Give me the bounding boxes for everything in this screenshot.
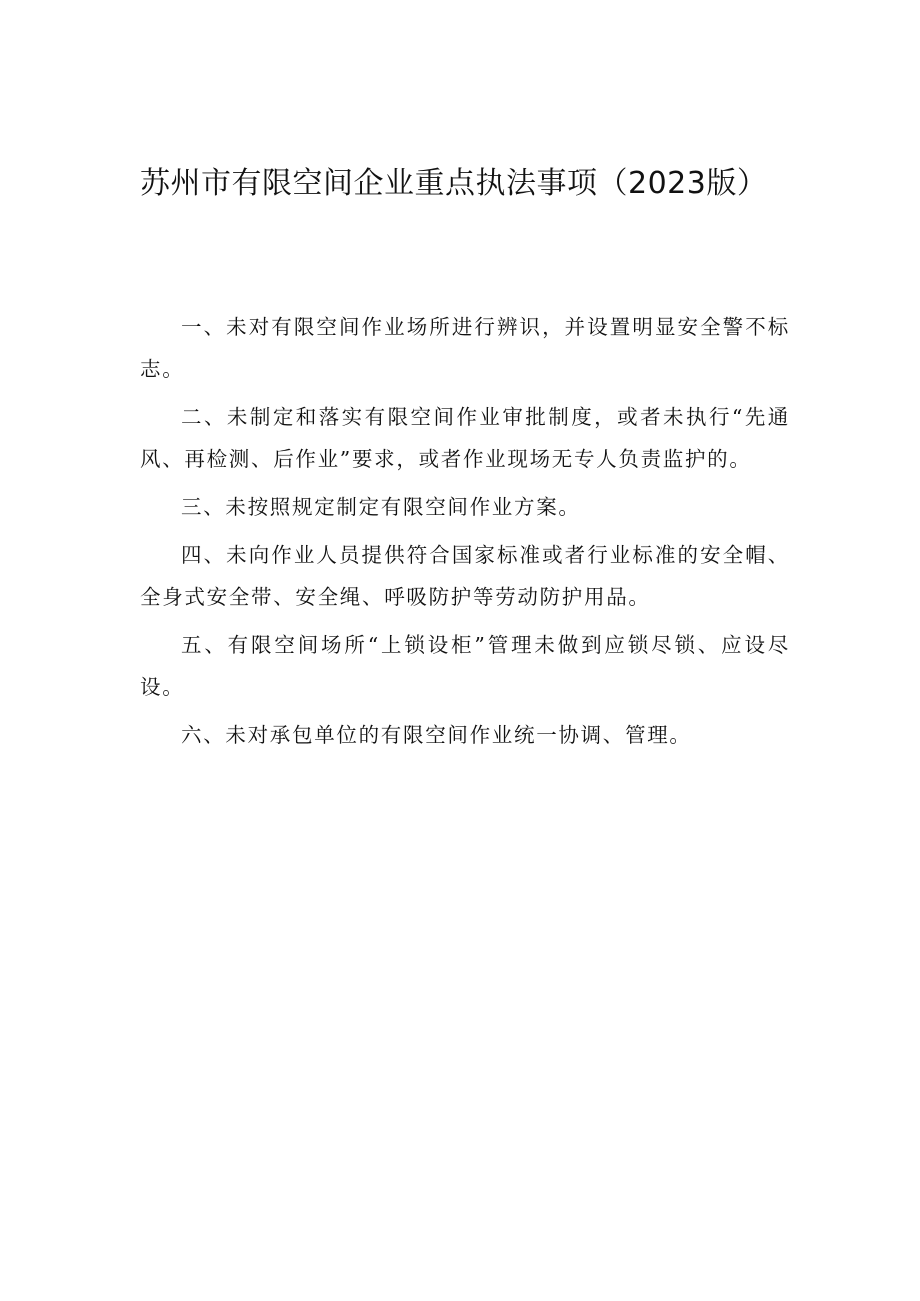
enforcement-item-2: 二、未制定和落实有限空间作业审批制度，或者未执行“先通风、再检测、后作业”要求，或者作业现场无专人负责监护的。: [140, 405, 790, 471]
document-title: 苏州市有限空间企业重点执法事项（2023版）: [140, 166, 768, 201]
enforcement-item-3: 三、未按照规定制定有限空间作业方案。: [181, 495, 581, 519]
enforcement-item-6: 六、未对承包单位的有限空间作业统一协调、管理。: [181, 723, 692, 747]
document-body: [140, 306, 790, 762]
enforcement-item-5: 五、有限空间场所“上锁设柜”管理未做到应锁尽锁、应设尽设。: [140, 633, 790, 699]
enforcement-item-1: 一、未对有限空间作业场所进行辨识，并设置明显安全警不标志。: [140, 315, 790, 381]
enforcement-item-4: 四、未向作业人员提供符合国家标准或者行业标准的安全帽、全身式安全带、安全绳、呼吸防护等劳动防护用品。: [140, 543, 790, 609]
